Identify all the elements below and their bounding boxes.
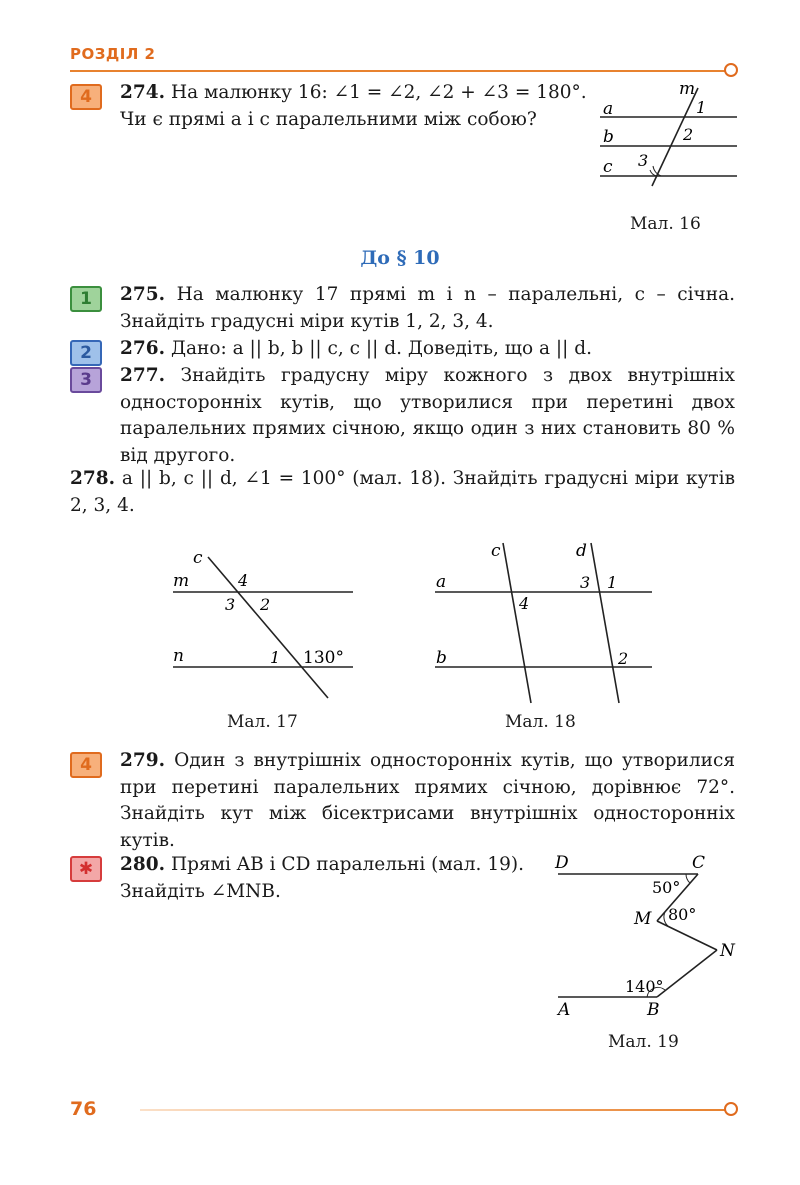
difficulty-badge: ✱ <box>70 856 102 882</box>
label-m: m <box>173 571 190 591</box>
problem-274 <box>120 80 590 133</box>
angle-arc <box>686 874 690 883</box>
difficulty-badge: 3 <box>70 367 102 393</box>
problem-number: 274. <box>120 82 166 103</box>
label-4: 4 <box>519 594 530 613</box>
label-50: 50° <box>652 878 681 897</box>
label-3: 3 <box>225 595 236 614</box>
problem-text: a || b, c || d, ∠1 = 100° (мал. 18). Знайдіть градусні міри кутів 2, 3, 4. <box>70 468 735 516</box>
segment-mn <box>657 921 717 950</box>
label-c: c <box>193 548 203 568</box>
label-1: 1 <box>607 573 618 592</box>
label-c: c <box>603 157 613 177</box>
label-1: 1 <box>270 648 281 667</box>
label-a: a <box>436 572 447 592</box>
figure-16-caption: Мал. 16 <box>630 214 701 234</box>
label-130: 130° <box>303 648 344 668</box>
problem-number: 278. <box>70 468 116 489</box>
problem-number: 276. <box>120 338 166 359</box>
label-B: B <box>647 1000 660 1020</box>
figure-17-caption: Мал. 17 <box>227 712 298 732</box>
problem-278 <box>70 466 735 519</box>
difficulty-badge: 1 <box>70 286 102 312</box>
header-rule-dot <box>724 63 738 77</box>
label-80: 80° <box>668 905 697 924</box>
figure-18-caption: Мал. 18 <box>505 712 576 732</box>
label-N: N <box>720 941 735 961</box>
problem-text: Дано: a || b, b || c, c || d. Доведіть, що a || d. <box>170 338 592 359</box>
header-rule <box>70 70 726 72</box>
footer-rule-dot <box>724 1102 738 1116</box>
difficulty-badge: 4 <box>70 752 102 778</box>
segment-nb <box>657 950 717 997</box>
problem-280 <box>120 852 540 905</box>
label-b: b <box>436 648 447 668</box>
label-M: M <box>634 909 652 929</box>
label-4: 4 <box>238 571 249 590</box>
label-d: d <box>576 541 587 561</box>
label-m: m <box>679 79 696 99</box>
problem-number: 279. <box>120 750 166 771</box>
paragraph-heading: До § 10 <box>360 247 440 269</box>
line-c <box>208 557 328 698</box>
line-d <box>591 543 619 703</box>
label-2: 2 <box>618 649 629 668</box>
problem-276 <box>120 336 735 363</box>
problem-text: Один з внутрішніх односторонніх кутів, що утворилися при перетині паралельних прямих січною, дорівнює 72°. Знайдіть кут між бісектрисами внутрішніх односторонніх кутів. <box>120 750 735 851</box>
label-C: C <box>692 853 706 873</box>
label-1: 1 <box>696 98 707 117</box>
problem-text: На малюнку 17 прямі m і n – паралельні, c – січна. Знайдіть градусні міри кутів 1, 2, 3, 4. <box>120 284 735 332</box>
figure-19-caption: Мал. 19 <box>608 1032 679 1052</box>
label-a: a <box>603 99 614 119</box>
figure-18 <box>430 535 660 705</box>
problem-text: Знайдіть градусну міру кожного з двох внутрішніх односторонніх кутів, що утворилися при перетині двох паралельних прямих січною, якщо один з них становить 80 % від другого. <box>120 365 735 466</box>
label-2: 2 <box>260 595 271 614</box>
section-label: РОЗДІЛ 2 <box>70 45 156 63</box>
problem-text: Прямі AB і CD паралельні (мал. 19). Знайдіть ∠MNB. <box>120 854 524 902</box>
problem-number: 275. <box>120 284 166 305</box>
figure-19 <box>550 848 745 1023</box>
figure-16 <box>595 78 745 193</box>
problem-275 <box>120 282 735 335</box>
label-3: 3 <box>638 151 649 170</box>
label-D: D <box>555 853 569 873</box>
label-b: b <box>603 127 614 147</box>
label-140: 140° <box>625 977 664 996</box>
label-2: 2 <box>683 125 694 144</box>
difficulty-badge: 4 <box>70 84 102 110</box>
difficulty-badge: 2 <box>70 340 102 366</box>
label-n: n <box>173 646 184 666</box>
problem-number: 280. <box>120 854 166 875</box>
problem-277 <box>120 363 735 469</box>
label-A: A <box>558 1000 571 1020</box>
figure-17 <box>165 540 365 705</box>
problem-text: На малюнку 16: ∠1 = ∠2, ∠2 + ∠3 = 180°. Чи є прямі a і c паралельними між собою? <box>120 82 587 130</box>
page-number: 76 <box>70 1098 97 1120</box>
footer-rule <box>140 1109 726 1111</box>
problem-279 <box>120 748 735 854</box>
label-c: c <box>491 541 501 561</box>
label-3: 3 <box>580 573 591 592</box>
line-c <box>503 543 531 703</box>
problem-number: 277. <box>120 365 166 386</box>
